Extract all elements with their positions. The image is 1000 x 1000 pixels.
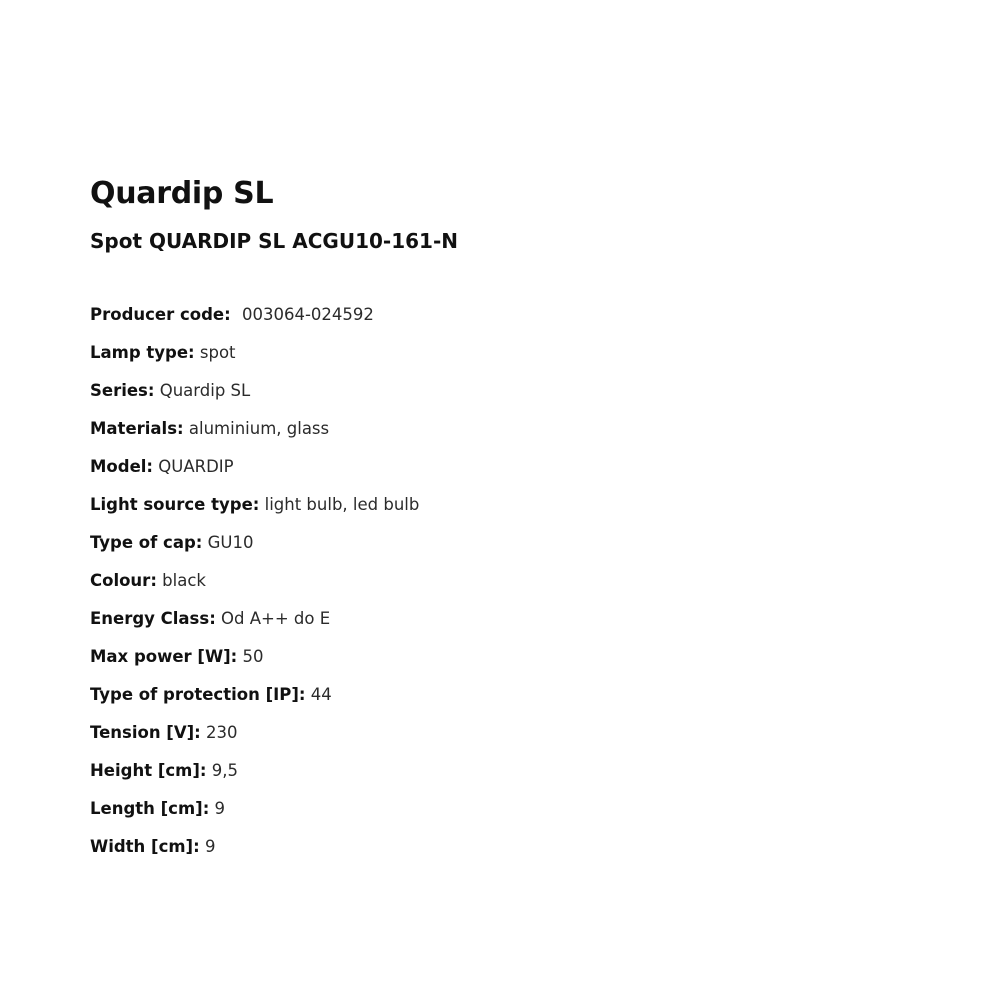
spec-row-type-of-cap	[90, 530, 910, 568]
spec-value: aluminium, glass	[188, 419, 330, 438]
spec-value: 50	[242, 647, 264, 666]
spec-label: Model:	[90, 457, 154, 476]
spec-label: Length [cm]:	[90, 799, 210, 818]
spec-row-type-of-protection	[90, 682, 910, 720]
spec-row-tension	[90, 720, 910, 758]
spec-row-producer-code	[90, 302, 910, 340]
spec-value: Quardip SL	[159, 381, 251, 400]
spec-value: QUARDIP	[158, 457, 234, 476]
spec-label: Lamp type:	[90, 343, 195, 362]
spec-label: Colour:	[90, 571, 157, 590]
spec-value: spot	[199, 343, 236, 362]
spec-label: Max power [W]:	[90, 647, 238, 666]
spec-value: light bulb, led bulb	[264, 495, 420, 514]
spec-value: 44	[310, 685, 332, 704]
spec-row-colour	[90, 568, 910, 606]
spec-row-height	[90, 758, 910, 796]
spec-value: 9	[214, 799, 226, 818]
spec-value: black	[162, 571, 206, 590]
spec-label: Type of cap:	[90, 533, 203, 552]
product-details	[90, 172, 910, 872]
spec-label: Type of protection [IP]:	[90, 685, 306, 704]
spec-row-length	[90, 796, 910, 834]
spec-label: Tension [V]:	[90, 723, 201, 742]
spec-label: Width [cm]:	[90, 837, 200, 856]
spec-value: GU10	[207, 533, 254, 552]
spec-label: Series:	[90, 381, 155, 400]
spec-value: 230	[206, 723, 238, 742]
spec-label: Height [cm]:	[90, 761, 207, 780]
product-title: Quardip SL	[90, 176, 274, 211]
spec-row-energy-class	[90, 606, 910, 644]
spec-value: 003064-024592	[241, 305, 374, 324]
spec-label: Energy Class:	[90, 609, 216, 628]
spec-list	[90, 302, 910, 872]
spec-row-max-power	[90, 644, 910, 682]
product-subtitle: Spot QUARDIP SL ACGU10-161-N	[90, 229, 458, 253]
spec-row-materials	[90, 416, 910, 454]
spec-label: Light source type:	[90, 495, 260, 514]
spec-value: Od A++ do E	[221, 609, 331, 628]
spec-row-width	[90, 834, 910, 872]
spec-value: 9	[204, 837, 216, 856]
spec-row-light-source-type	[90, 492, 910, 530]
spec-row-model	[90, 454, 910, 492]
spec-value: 9,5	[211, 761, 238, 780]
spec-label: Producer code:	[90, 305, 231, 324]
spec-label: Materials:	[90, 419, 184, 438]
spec-row-series	[90, 378, 910, 416]
spec-row-lamp-type	[90, 340, 910, 378]
